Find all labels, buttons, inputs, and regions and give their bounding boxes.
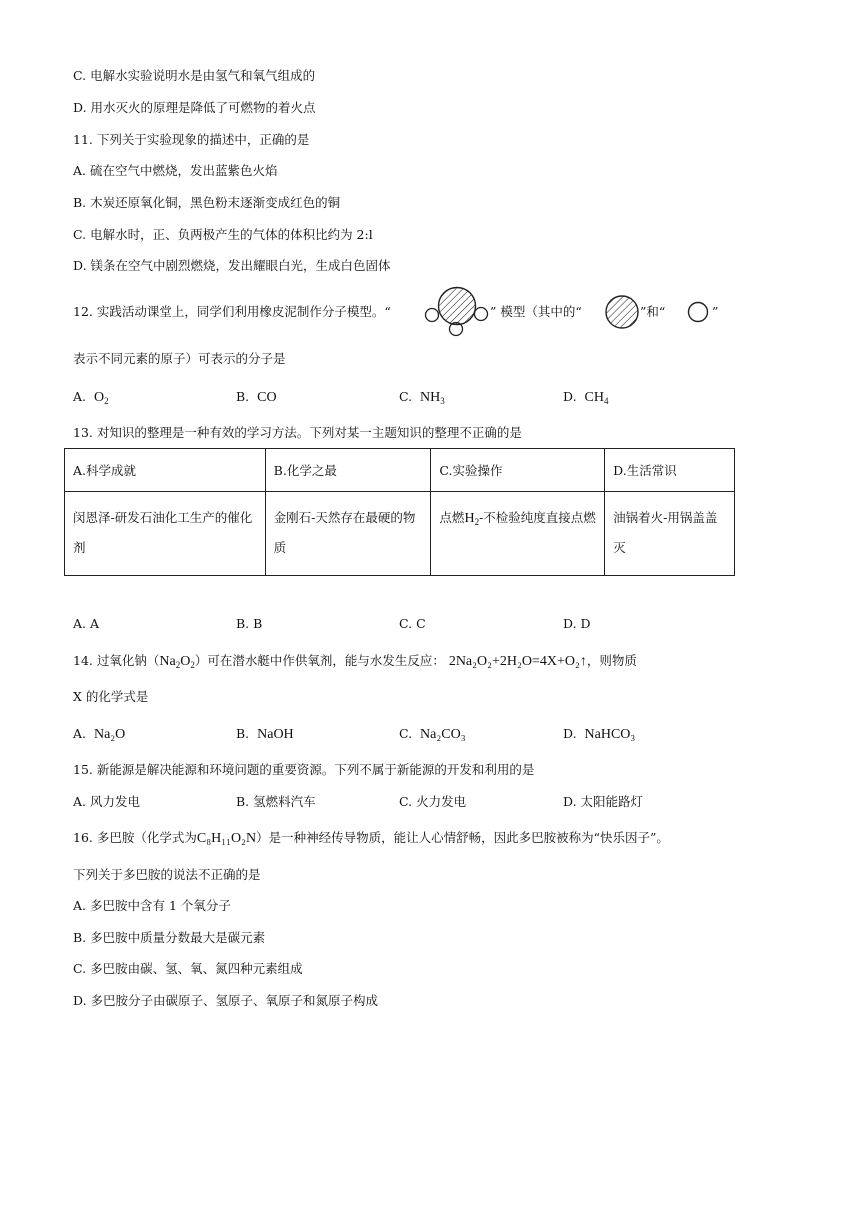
- molecule-model-image: [424, 285, 490, 337]
- q11-option-b: B. 木炭还原氧化铜，黑色粉末逐渐变成红色的铜: [73, 195, 341, 210]
- q13-option-d: D. D: [563, 616, 591, 631]
- hatched-atom-icon: [604, 294, 640, 330]
- q14-stem: 14. 过氧化钠$(Na_2O_2)$可在潜水艇中作供氧剂，能与水发生反应： 2Na₂O₂+2H₂O=4X+O₂↑，则物质: [73, 653, 637, 670]
- table-header-c: C.实验操作: [431, 449, 605, 492]
- q13-option-a: A. A: [73, 616, 100, 631]
- q15-option-c: C. 火力发电: [399, 794, 467, 809]
- q16-stem-line2: 下列关于多巴胺的说法不正确的是: [73, 867, 261, 882]
- q14-option-d: D. NaHCO₃: [563, 726, 636, 742]
- table-cell-a: 闵恩泽-研发石油化工生产的催化剂: [65, 492, 266, 576]
- q15-option-a: A. 风力发电: [73, 794, 140, 809]
- table-header-d: D.生活常识: [605, 449, 735, 492]
- q12-stem-part3: ”和“: [640, 304, 666, 319]
- table-header-a: A.科学成就: [65, 449, 266, 492]
- q16-option-a: A. 多巴胺中含有 1 个氧分子: [73, 898, 231, 913]
- q11-option-d: D. 镁条在空气中剧烈燃烧，发出耀眼白光，生成白色固体: [73, 258, 391, 273]
- q10-option-d: D. 用水灭火的原理是降低了可燃物的着火点: [73, 100, 316, 115]
- q16-option-c: C. 多巴胺由碳、氢、氧、氮四种元素组成: [73, 961, 303, 976]
- q15-option-d: D. 太阳能路灯: [563, 794, 644, 809]
- q13-option-c: C. C: [399, 616, 426, 631]
- knowledge-table: [64, 448, 735, 576]
- q11-option-c: C. 电解水时，正、负两极产生的气体的体积比约为 2:l: [73, 227, 373, 242]
- table-cell-d: 油锅着火-用锅盖盖灭: [605, 492, 735, 576]
- q15-option-b: B. 氢燃料汽车: [236, 794, 316, 809]
- dopamine-formula: C₈H₁₁O₂N: [196, 831, 257, 846]
- q11-option-a: A. 硫在空气中燃烧，发出蓝紫色火焰: [73, 163, 278, 178]
- table-cell-b: 金刚石-天然存在最硬的物质: [265, 492, 431, 576]
- q14-option-c: C. Na₂CO₃: [399, 726, 466, 742]
- q14-equation: 2Na₂O₂+2H₂O=4X+O₂↑: [448, 654, 587, 669]
- q10-option-c: C. 电解水实验说明水是由氢气和氧气组成的: [73, 68, 316, 83]
- q16-option-d: D. 多巴胺分子由碳原子、氢原子、氧原子和氮原子构成: [73, 993, 379, 1008]
- q12-stem-part2: ” 模型（其中的“: [490, 304, 582, 319]
- q12-option-a: A. $O_2$: [73, 389, 109, 406]
- plain-atom-icon: [687, 301, 709, 323]
- q16-stem: 16. 多巴胺（化学式为C₈H₁₁O₂N）是一种神经传导物质，能让人心情舒畅，因此多巴胺被称为“快乐因子”。: [73, 830, 669, 846]
- table-header-b: B.化学之最: [265, 449, 431, 492]
- table-cell-c: 点燃$H_2-$不检验纯度直接点燃: [431, 492, 605, 576]
- q13-option-b: B. B: [236, 616, 263, 631]
- q12-stem-part1: 12. 实践活动课堂上，同学们利用橡皮泥制作分子模型。“: [73, 304, 391, 319]
- q12-option-c: C. $NH_3$: [399, 389, 445, 406]
- q15-stem: 15. 新能源是解决能源和环境问题的重要资源。下列不属于新能源的开发和利用的是: [73, 762, 535, 777]
- q12-option-b: B. CO: [236, 389, 277, 405]
- q14-option-b: B. NaOH: [236, 726, 294, 742]
- q16-option-b: B. 多巴胺中质量分数最大是碳元素: [73, 930, 266, 945]
- q14-stem-line2: X 的化学式是: [73, 689, 149, 704]
- q12-stem-line2: 表示不同元素的原子）可表示的分子是: [73, 351, 286, 366]
- q12-stem-part4: ”: [712, 304, 719, 319]
- q12-option-d: D. $CH_4$: [563, 389, 609, 406]
- q11-stem: 11. 下列关于实验现象的描述中，正确的是: [73, 132, 310, 147]
- q13-stem: 13. 对知识的整理是一种有效的学习方法。下列对某一主题知识的整理不正确的是: [73, 425, 522, 440]
- q14-option-a: A. Na₂O: [73, 726, 126, 742]
